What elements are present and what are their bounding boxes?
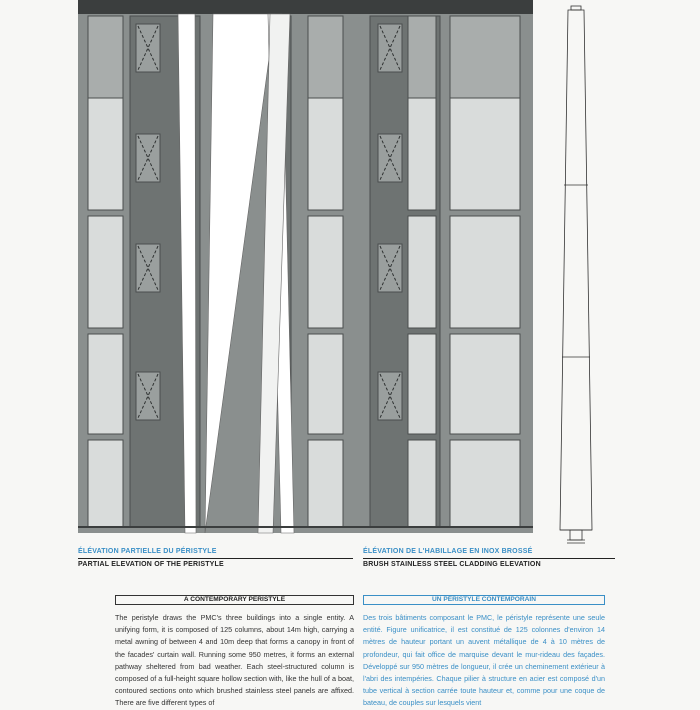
peristyle-partial-elevation-drawing <box>78 0 533 533</box>
right-caption-english: BRUSH STAINLESS STEEL CLADDING ELEVATION <box>363 561 541 568</box>
left-caption-rule <box>78 558 353 559</box>
left-caption-french: ÉLÉVATION PARTIELLE DU PÉRISTYLE <box>78 548 217 555</box>
left-caption-english: PARTIAL ELEVATION OF THE PERISTYLE <box>78 561 224 568</box>
french-body-text: Des trois bâtiments composant le PMC, le péristyle représente une seule entité. Figure unificatrice, il est constitué de 125 colonnes d'environ 14 mètres de hauteur portant un auvent métallique de 4 à 10 mètres de profondeur, qui fait office de marquise devant le mur-rideau des façades. Développé sur 950 mètres de longueur, il crée un cheminement extérieur à l'abri des intempéries. Chaque pilier à structure en acier est composé d'un tube vertical à section carrée toute hauteur et, comme pour une coque de bateau, de couples sur lesquels vient <box>363 613 605 708</box>
english-heading: A CONTEMPORARY PERISTYLE <box>115 595 354 605</box>
right-caption-rule <box>363 558 615 559</box>
english-body-text: The peristyle draws the PMC's three buildings into a single entity. A unifying form, it is composed of 125 columns, about 14m high, carrying a metal awning of between 4 and 10m deep that forms a canopy in front of the facades' curtain wall. Running some 950 metres, it forms an external pathway sheltered from bad weather. Each steel-structured column is composed of a full-height square hollow section with, like the hull of a boat, contoured sections onto which brushed stainless steel panels are affixed. There are five different types of <box>115 613 354 708</box>
french-heading: UN PÉRISTYLE CONTEMPORAIN <box>363 595 605 605</box>
cladding-elevation-drawing <box>540 0 615 550</box>
right-caption-french: ÉLÉVATION DE L'HABILLAGE EN INOX BROSSÉ <box>363 548 533 555</box>
